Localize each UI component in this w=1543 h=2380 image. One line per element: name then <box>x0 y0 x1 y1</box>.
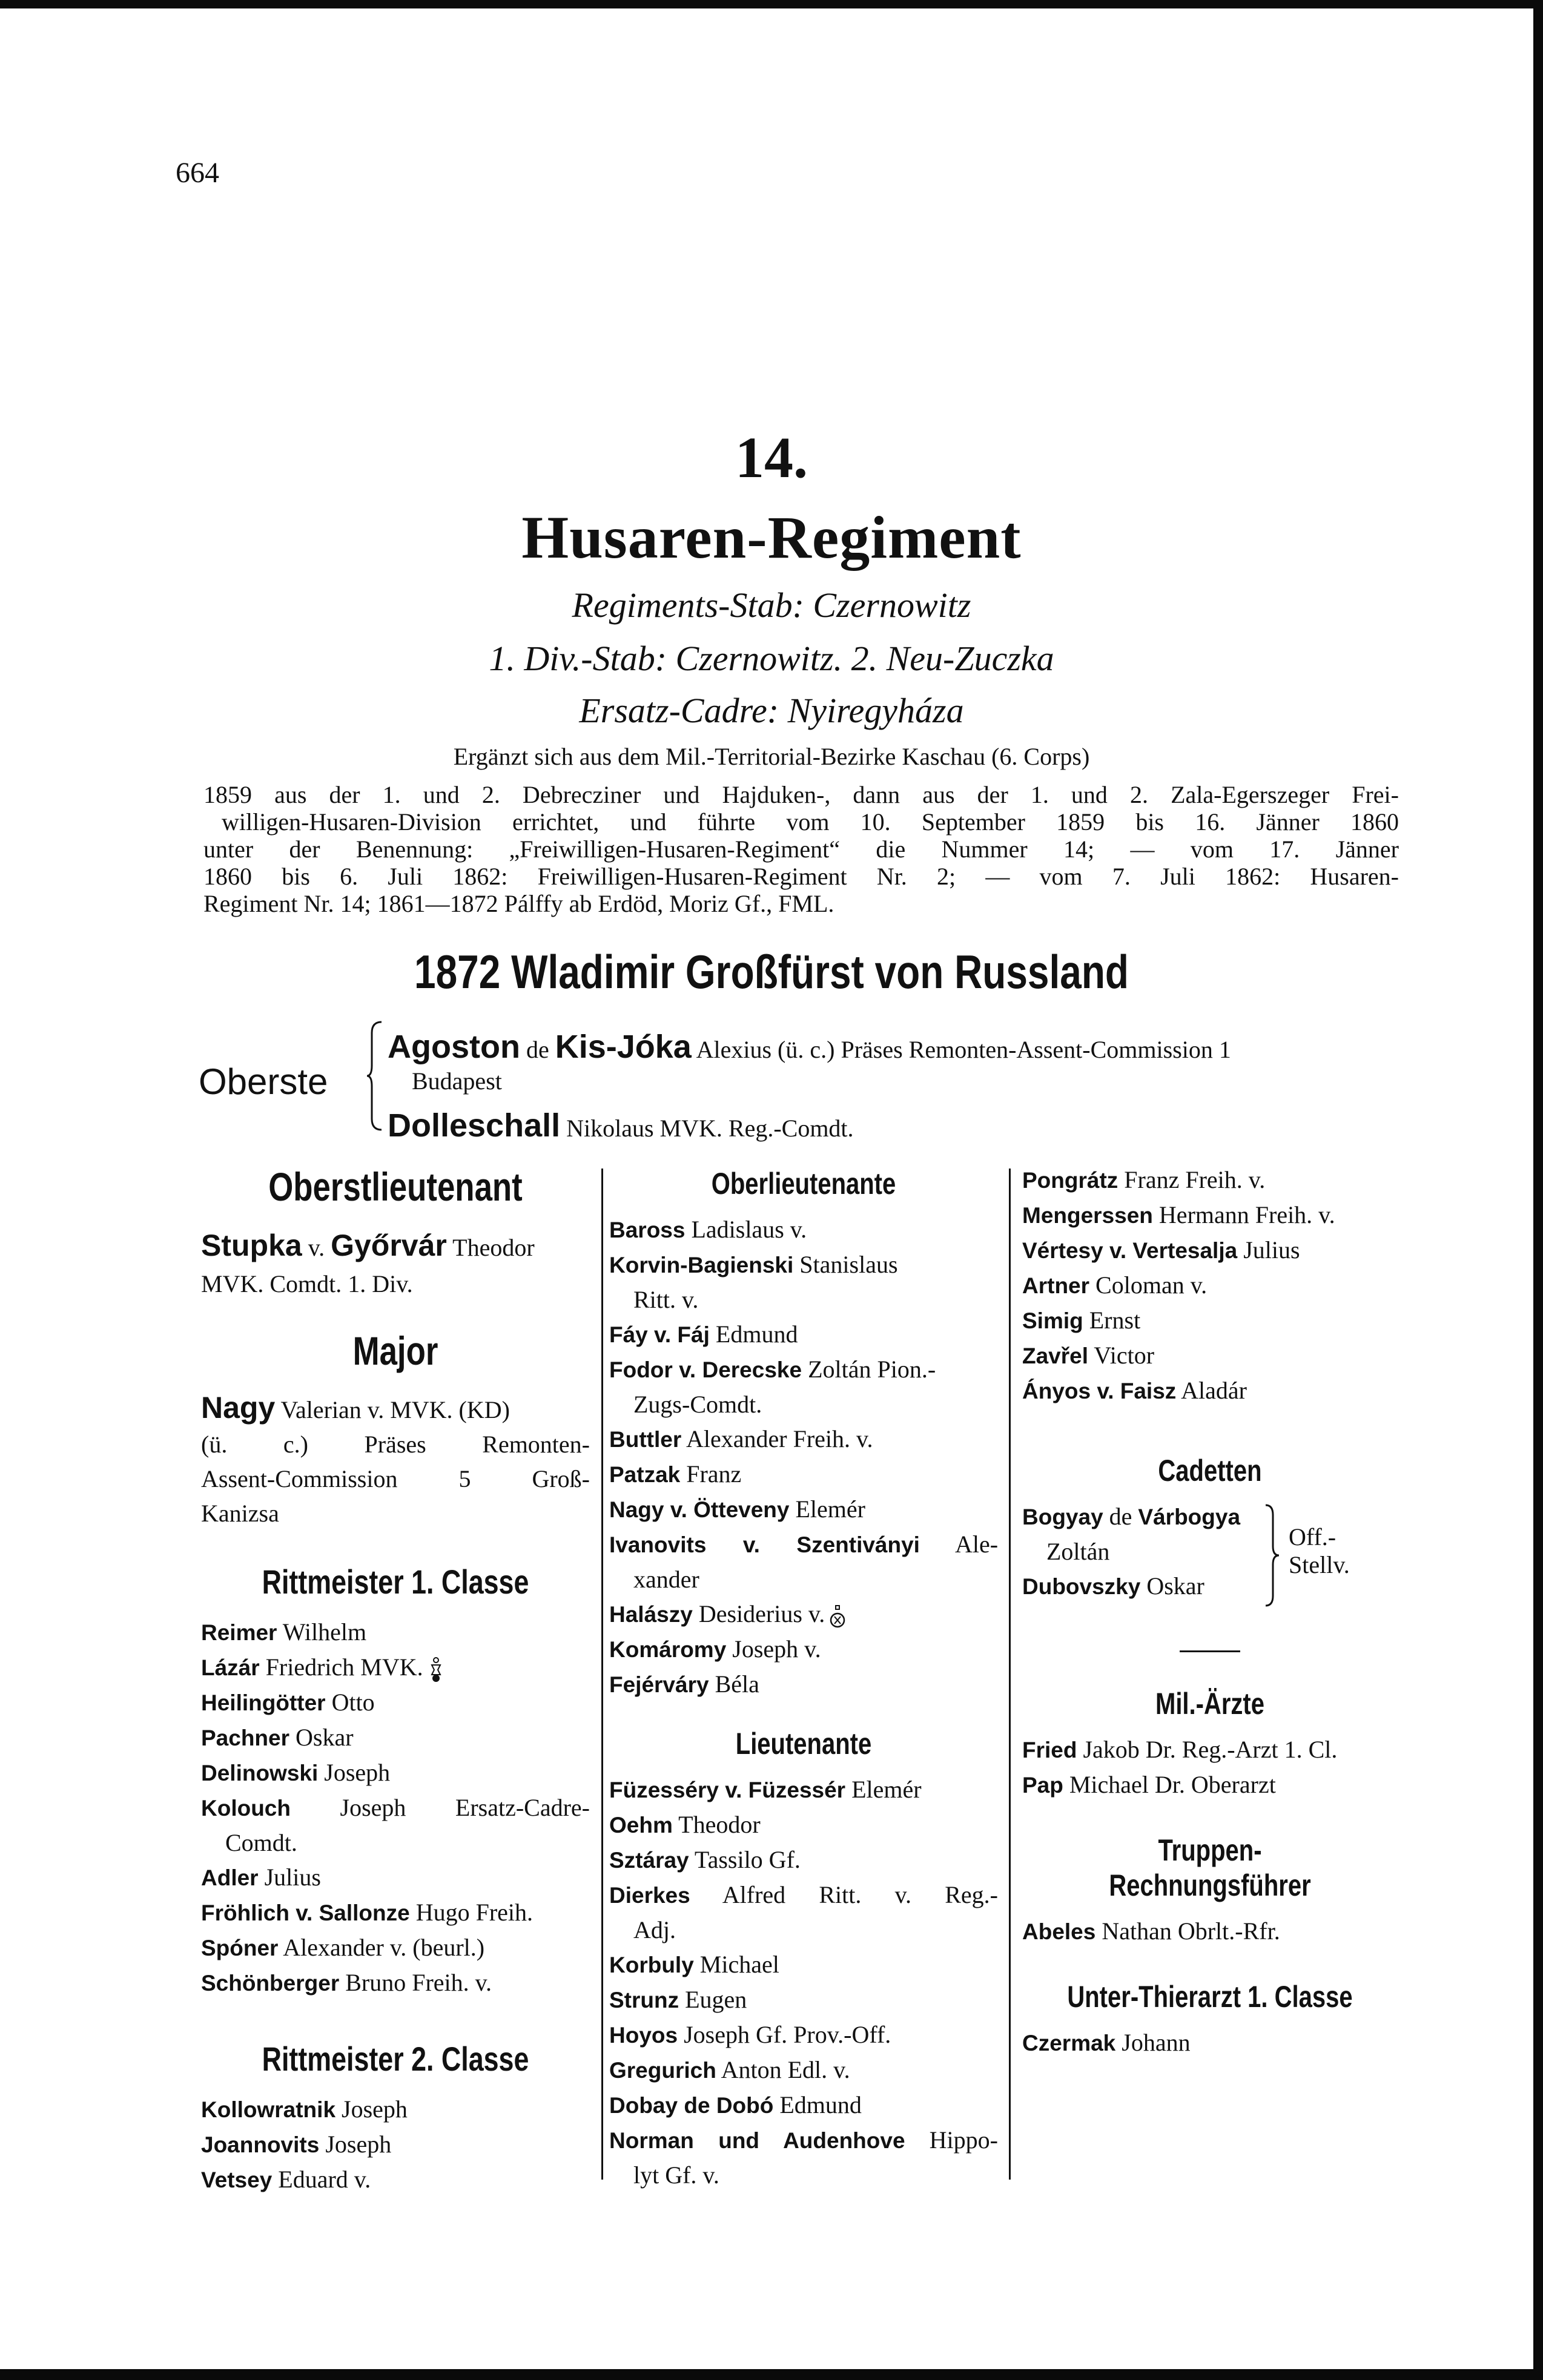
officer-entry <box>201 2162 590 2197</box>
officer-name: Stupka <box>201 1228 302 1262</box>
officer-details: Joseph <box>342 2095 408 2123</box>
officer-details: Hippo- <box>929 2126 998 2154</box>
officer-entry <box>201 1615 590 1650</box>
oberste-label: Oberste <box>199 1061 328 1102</box>
officer-entry <box>201 1930 590 1965</box>
officer-name: Reimer <box>201 1620 277 1645</box>
officer-name: Fáy v. Fáj <box>609 1322 710 1347</box>
officer-details: Julius <box>264 1864 321 1891</box>
officer-entry <box>609 1772 998 1807</box>
oberste-brace <box>366 1021 384 1131</box>
page-number: 664 <box>176 157 219 189</box>
officer-entry <box>201 1860 590 1895</box>
cadetten-group <box>1022 1499 1398 1612</box>
officer-name: Mengerssen <box>1022 1203 1153 1228</box>
officer-details: Joseph v. <box>732 1635 821 1663</box>
column-left <box>201 1162 590 2197</box>
officer-details: Béla <box>715 1670 759 1698</box>
officer-details: Michael <box>699 1951 779 1978</box>
officer-details: Valerian v. MVK. (KD) <box>280 1396 510 1423</box>
officer-name: Gregurich <box>609 2058 716 2083</box>
officer-continuation: (ü. c.) Präses Remonten- <box>201 1431 590 1458</box>
officer-entry <box>1022 1303 1398 1338</box>
section-separator <box>1180 1650 1240 1652</box>
officer-name: Dierkes <box>609 1883 690 1908</box>
officer-name: Artner <box>1022 1273 1090 1298</box>
oberst-entry <box>388 1028 1231 1066</box>
officer-name: Fröhlich v. Sallonze <box>201 1900 410 1925</box>
officer-details: Bruno Freih. v. <box>345 1969 492 1996</box>
cadet-name: Dubovszky <box>1022 1574 1141 1599</box>
cadetten-note <box>1289 1523 1350 1579</box>
staff-line: Regiments-Stab: Czernowitz <box>572 585 971 625</box>
officer-name: Spóner <box>201 1936 279 1960</box>
officer-name: Kolouch <box>201 1796 291 1821</box>
officer-entry <box>1022 1198 1398 1233</box>
cadetten-brace <box>1264 1504 1280 1607</box>
officer-name: Simig <box>1022 1308 1083 1333</box>
cadet-particle: de <box>1109 1503 1132 1530</box>
officer-entry <box>1022 1914 1398 1949</box>
officer-name: Hoyos <box>609 2023 678 2048</box>
officer-name: Komáromy <box>609 1637 727 1662</box>
officer-entry <box>609 2017 998 2052</box>
officer-name: Nagy <box>201 1391 276 1425</box>
officer-details: Franz <box>686 1460 742 1488</box>
oberstlieutenant-entry <box>201 1227 590 1267</box>
officer-name: Halászy <box>609 1602 693 1627</box>
officer-details: Victor <box>1094 1342 1155 1369</box>
officer-continuation: Comdt. <box>225 1829 297 1856</box>
officer-details: Stanislaus <box>799 1251 898 1278</box>
officer-name: Pongrátz <box>1022 1168 1118 1193</box>
officer-details: Anton Edl. v. <box>721 2056 850 2083</box>
column-middle <box>609 1162 998 2192</box>
oberst-details: Nikolaus MVK. Reg.-Comdt. <box>566 1115 854 1142</box>
division-staff-line: 1. Div.-Stab: Czernowitz. 2. Neu-Zuczka <box>489 639 1054 678</box>
officer-entry <box>609 1807 998 1842</box>
history-paragraph <box>203 781 1399 917</box>
cadet-name: Bogyay <box>1022 1505 1103 1529</box>
regiment-owner: 1872 Wladimir Großfürst von Russland <box>414 945 1129 998</box>
oberst-particle: de <box>526 1036 549 1063</box>
officer-entry <box>609 1422 998 1457</box>
officer-details: Tassilo Gf. <box>694 1846 801 1873</box>
cadetten-note-line: Off.- <box>1289 1523 1336 1551</box>
officer-name: Ányos v. Faisz <box>1022 1379 1177 1403</box>
officer-name: Heilingötter <box>201 1690 326 1715</box>
officer-details: Edmund <box>779 2091 862 2118</box>
officer-details: Coloman v. <box>1095 1271 1208 1299</box>
officer-details: Julius <box>1243 1236 1300 1264</box>
officer-entry <box>201 1965 590 2000</box>
regiment-number: 14. <box>735 425 808 490</box>
officer-details: Jakob Dr. Reg.-Arzt 1. Cl. <box>1083 1736 1338 1763</box>
officer-entry <box>609 1352 998 1387</box>
military-order-icon <box>830 1603 845 1630</box>
oberst-continuation: Budapest <box>412 1067 502 1095</box>
officer-entry <box>201 1685 590 1720</box>
officer-continuation: Zugs-Comdt. <box>633 1391 762 1418</box>
officer-details: Joseph Ersatz-Cadre- <box>340 1794 590 1821</box>
officer-details: Friedrich MVK. <box>265 1653 423 1681</box>
officer-name: Oehm <box>609 1813 673 1838</box>
officer-name: Buttler <box>609 1427 682 1452</box>
rittmeister-1-heading: Rittmeister 1. Classe <box>262 1563 529 1601</box>
officer-entry <box>609 1667 998 1702</box>
officer-name: Schönberger <box>201 1971 340 1996</box>
officer-details: Aladár <box>1181 1377 1247 1404</box>
cadetten-note-line: Stellv. <box>1289 1551 1350 1578</box>
cadet-entry <box>1022 1499 1264 1534</box>
frame-right-border <box>1533 0 1543 2380</box>
officer-entry <box>609 1632 998 1667</box>
officer-entry <box>609 2088 998 2123</box>
officer-continuation: Kanizsa <box>201 1500 279 1527</box>
cadet-entry <box>1022 1569 1264 1604</box>
officer-name: Korvin-Bagienski <box>609 1253 794 1277</box>
officer-details: Wilhelm <box>282 1618 367 1646</box>
officer-particle: v. <box>308 1234 325 1261</box>
recruitment-note: Ergänzt sich aus dem Mil.-Territorial-Bezirke Kaschau (6. Corps) <box>453 743 1090 770</box>
officer-entry <box>609 1317 998 1352</box>
officer-entry <box>201 1650 590 1685</box>
officer-name: Kollowratnik <box>201 2097 336 2122</box>
cadet-details: Oskar <box>1146 1572 1204 1600</box>
officer-details: Edmund <box>715 1320 798 1348</box>
oberstlieutenant-heading: Oberstlieutenant <box>268 1164 523 1209</box>
officer-name: Vértesy v. Vertesalja <box>1022 1238 1238 1263</box>
officer-entry <box>201 1790 590 1825</box>
history-line: 1859 aus der 1. und 2. Debrecziner und Hajduken-, dann aus der 1. und 2. Zala-Egerszeger Frei- <box>203 781 1399 808</box>
officer-entry <box>609 1457 998 1492</box>
major-heading: Major <box>352 1328 438 1373</box>
officer-entry <box>609 1877 998 1913</box>
officer-details: Alexander Freih. v. <box>686 1425 873 1452</box>
officer-details: Eduard v. <box>278 2166 371 2193</box>
officer-name: Ivanovits v. Szentiványi <box>609 1532 920 1557</box>
officer-details: Ernst <box>1089 1307 1141 1334</box>
officer-details: Elemér <box>851 1776 922 1803</box>
history-line: Regiment Nr. 14; 1861—1872 Pálffy ab Erdöd, Moriz Gf., FML. <box>203 890 834 917</box>
officer-entry <box>201 2092 590 2127</box>
rittmeister-2-heading: Rittmeister 2. Classe <box>262 2040 529 2078</box>
officer-entry <box>1022 1767 1398 1802</box>
officer-name: Zavřel <box>1022 1343 1089 1368</box>
officer-details: Hermann Freih. v. <box>1158 1201 1335 1228</box>
column-divider <box>1009 1169 1011 2180</box>
thierarzt-heading: Unter-Thierarzt 1. Classe <box>1067 1980 1353 2014</box>
officer-entry <box>1022 2025 1398 2060</box>
oberst-entry <box>388 1107 854 1144</box>
officer-details: Alexander v. (beurl.) <box>283 1934 485 1961</box>
officer-entry <box>609 1982 998 2017</box>
frame-bottom-border <box>0 2369 1543 2380</box>
officer-details: Oskar <box>296 1724 354 1751</box>
officer-name: Pap <box>1022 1773 1063 1798</box>
oberlieutenante-heading: Oberlieutenante <box>711 1167 896 1201</box>
officer-name: Vetsey <box>201 2167 273 2192</box>
oberst-place: Kis-Jóka <box>555 1029 692 1065</box>
history-line: unter der Benennung: „Freiwilligen-Husaren-Regiment“ die Nummer 14; — vom 17. Jänner <box>203 836 1399 863</box>
officer-entry <box>1022 1338 1398 1373</box>
officer-entry <box>201 1755 590 1790</box>
cadetten-heading: Cadetten <box>1158 1454 1262 1488</box>
officer-name: Fodor v. Derecske <box>609 1357 802 1382</box>
officer-entry <box>609 1947 998 1982</box>
major-entry <box>201 1391 590 1427</box>
cadet-continuation: Zoltán <box>1046 1538 1110 1565</box>
officer-name: Joannovits <box>201 2132 320 2157</box>
officer-entry <box>609 2123 998 2158</box>
regiment-title: Husaren-Regiment <box>521 504 1022 571</box>
officer-entry <box>1022 1732 1398 1767</box>
officer-entry <box>609 1597 998 1632</box>
officer-entry <box>609 2052 998 2088</box>
officer-continuation: lyt Gf. v. <box>633 2161 719 2189</box>
officer-details: Franz Freih. v. <box>1124 1166 1266 1193</box>
rechnungsfuehrer-heading: Truppen-Rechnungsführer <box>1109 1833 1311 1902</box>
officer-continuation: Adj. <box>633 1916 676 1943</box>
oberst-details: Alexius (ü. c.) Präses Remonten-Assent-Commission 1 <box>696 1036 1231 1063</box>
officer-name: Delinowski <box>201 1761 319 1785</box>
officer-details: Theodor <box>452 1234 535 1261</box>
officer-name: Dobay de Dobó <box>609 2093 774 2118</box>
officer-entry <box>1022 1233 1398 1268</box>
officer-details: Zoltán Pion.- <box>808 1356 936 1383</box>
officer-name: Lázár <box>201 1655 260 1680</box>
officer-entry <box>201 1895 590 1930</box>
oberst-name: Dolleschall <box>388 1107 561 1144</box>
oberst-name: Agoston <box>388 1029 520 1065</box>
officer-details: Ale- <box>954 1531 999 1558</box>
officer-details: Hugo Freih. <box>415 1899 534 1926</box>
officer-details: Joseph Gf. Prov.-Off. <box>684 2021 891 2048</box>
officer-details: Otto <box>331 1689 375 1716</box>
officer-entry <box>1022 1373 1398 1408</box>
officer-details: Joseph <box>324 1759 391 1786</box>
officer-entry <box>1022 1268 1398 1303</box>
officer-name: Abeles <box>1022 1919 1096 1944</box>
officer-details: Alfred Ritt. v. Reg.- <box>722 1881 998 1908</box>
officer-continuation: Assent-Commission 5 Groß- <box>201 1465 590 1492</box>
officer-continuation: xander <box>633 1566 699 1593</box>
officer-name: Sztáray <box>609 1848 689 1873</box>
officer-entry <box>609 1842 998 1877</box>
officer-name: Patzak <box>609 1462 681 1487</box>
officer-place: Győrvár <box>331 1228 447 1262</box>
officer-details: Michael Dr. Oberarzt <box>1069 1771 1276 1798</box>
officer-name: Korbuly <box>609 1953 694 1977</box>
officer-name: Strunz <box>609 1988 679 2012</box>
officer-entry <box>201 1720 590 1755</box>
frame-top-border <box>0 0 1543 8</box>
history-line: 1860 bis 6. Juli 1862: Freiwilligen-Husaren-Regiment Nr. 2; — vom 7. Juli 1862: Husaren- <box>203 863 1399 890</box>
officer-name: Nagy v. Ötteveny <box>609 1497 790 1522</box>
officer-continuation: MVK. Comdt. 1. Div. <box>201 1270 413 1297</box>
officer-details: Desiderius v. <box>698 1600 825 1627</box>
officer-entry <box>609 1247 998 1282</box>
officer-name: Norman und Audenhove <box>609 2128 905 2153</box>
officer-details: Eugen <box>685 1986 747 2013</box>
aerzte-heading: Mil.-Ärzte <box>1155 1687 1264 1721</box>
officer-continuation: Ritt. v. <box>633 1286 699 1313</box>
officer-entry <box>609 1212 998 1247</box>
lieutenante-heading: Lieutenante <box>735 1727 872 1761</box>
officer-entry <box>1022 1162 1398 1198</box>
officer-name: Füzesséry v. Füzessér <box>609 1778 846 1802</box>
officer-name: Fried <box>1022 1738 1077 1762</box>
officer-details: Theodor <box>678 1811 761 1838</box>
officer-name: Adler <box>201 1865 259 1890</box>
history-line: willigen-Husaren-Division errichtet, und führte vom 10. September 1859 bis 16. Jänner 1860 <box>222 808 1399 836</box>
ersatz-cadre-line: Ersatz-Cadre: Nyiregyháza <box>579 691 964 730</box>
column-divider <box>601 1169 603 2180</box>
officer-details: Ladislaus v. <box>691 1216 807 1243</box>
officer-name: Baross <box>609 1218 686 1242</box>
officer-entry <box>609 1492 998 1527</box>
officer-name: Pachner <box>201 1726 290 1750</box>
column-right <box>1022 1162 1398 2060</box>
military-order-icon <box>428 1656 444 1683</box>
officer-details: Elemér <box>795 1495 865 1523</box>
officer-name: Fejérváry <box>609 1672 709 1697</box>
officer-entry <box>201 2127 590 2162</box>
officer-name: Czermak <box>1022 2031 1116 2055</box>
officer-details: Johann <box>1122 2029 1191 2056</box>
officer-entry <box>609 1527 998 1562</box>
officer-details: Nathan Obrlt.-Rfr. <box>1102 1917 1280 1945</box>
officer-details: Joseph <box>325 2131 392 2158</box>
cadet-place: Várbogya <box>1138 1505 1241 1529</box>
